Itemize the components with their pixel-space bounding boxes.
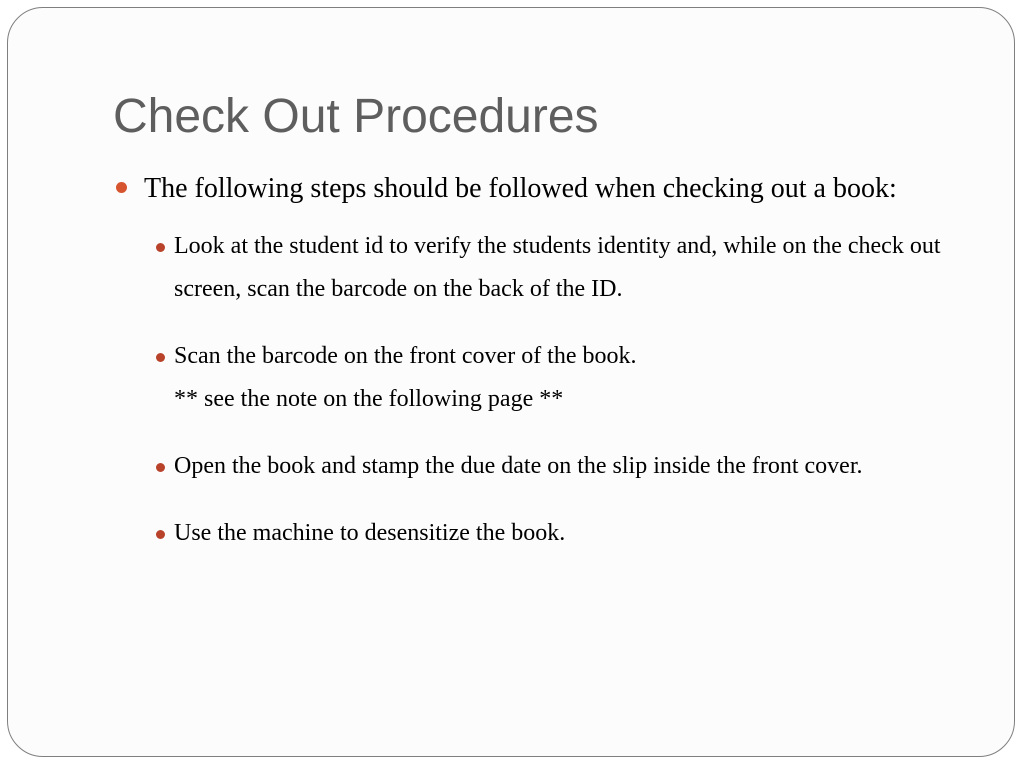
slide-title: Check Out Procedures [113, 90, 599, 143]
step-item [156, 335, 964, 421]
bullet-dot-icon [156, 530, 165, 539]
step-note: ** see the note on the following page ** [174, 386, 564, 412]
step-item [156, 225, 964, 311]
intro-text: The following steps should be followed when checking out a book: [144, 173, 897, 204]
step-text: Open the book and stamp the due date on the slip inside the front cover. [174, 453, 863, 479]
step-item [156, 445, 964, 488]
step-text: Look at the student id to verify the students identity and, while on the check out screen, scan the barcode on the back of the ID. [174, 233, 941, 302]
bullet-dot-icon [156, 463, 165, 472]
bullet-dot-icon [156, 353, 165, 362]
steps-list [114, 225, 964, 555]
bullet-dot-icon [116, 182, 127, 193]
step-item [156, 512, 964, 555]
bullet-dot-icon [156, 243, 165, 252]
slide-content [114, 166, 964, 579]
intro-bullet [114, 166, 964, 211]
step-text: Scan the barcode on the front cover of the book. [174, 343, 637, 369]
step-text: Use the machine to desensitize the book. [174, 520, 566, 546]
